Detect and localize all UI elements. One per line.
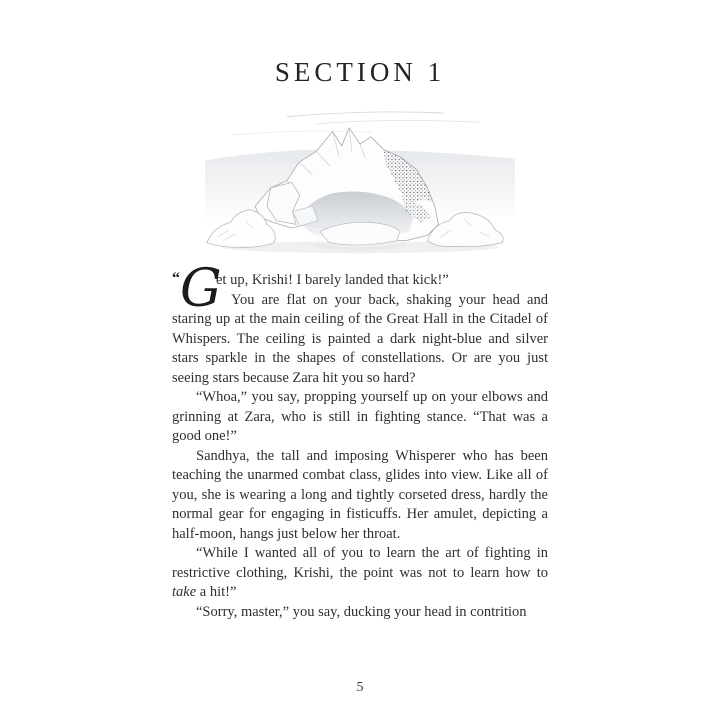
mountain-arch-illustration <box>199 104 521 259</box>
italic-word-take: take <box>172 584 197 601</box>
paragraph-text: “While I wanted all of you to learn the art of fighting in restrictive clothing, Krishi, the point was not to learn how to <box>172 545 548 581</box>
paragraph-text: et up, Krishi! I barely landed that kick!” <box>216 272 449 289</box>
paragraph-flat-on-back: You are flat on your back, shaking your head and staring up at the main ceiling of the Great Hall in the Citadel of Whispers. The ceiling is painted a dark night-blue and silver stars sparkle in the shapes of constellations. Or are you just seeing stars because Zara hit you so hard? <box>172 291 548 386</box>
paragraph-while-i-wanted <box>172 544 548 603</box>
open-quote-mark: “ <box>172 270 179 288</box>
page-number: 5 <box>356 680 364 695</box>
paragraph-whoa: “Whoa,” you say, propping yourself up on your elbows and grinning at Zara, who is still in fighting stance. “That was a good one!” <box>172 389 548 445</box>
paragraph-opening-quote <box>172 259 548 320</box>
drop-cap <box>172 259 222 320</box>
paragraph-sandhya: Sandhya, the tall and imposing Whisperer who has been teaching the unarmed combat class, glides into view. Like all of you, she is wearing a long and tightly corseted dress, hardly the normal gear for engaging in fisticuffs. Her amulet, depicting a half-moon, hangs just below her throat. <box>172 447 548 542</box>
section-title: SECTION 1 <box>274 57 446 87</box>
drop-cap-letter-g: G <box>180 259 222 320</box>
paragraph-sorry-master: “Sorry, master,” you say, ducking your head in contrition <box>196 603 527 620</box>
paragraph-text: a hit!” <box>196 584 237 601</box>
mountain-arch-sketch-image <box>199 104 521 259</box>
story-text <box>172 259 548 622</box>
